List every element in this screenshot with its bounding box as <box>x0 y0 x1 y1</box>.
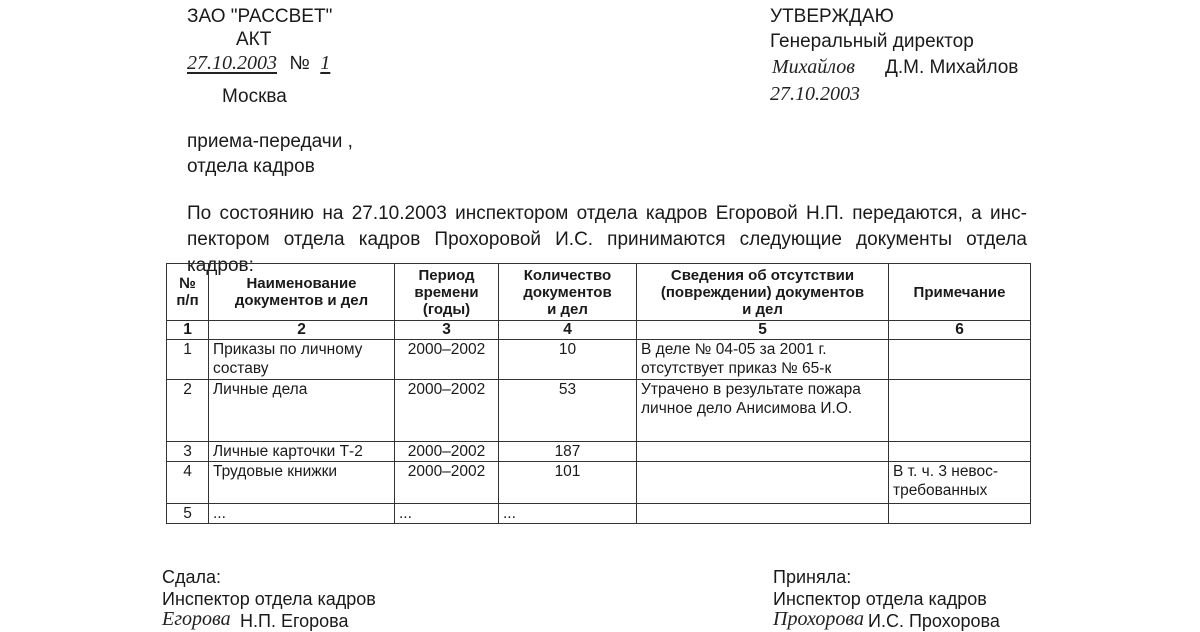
subject-line-2: отдела кадров <box>187 156 315 177</box>
cell-count: ... <box>499 504 637 524</box>
col-header-text: Количество документов и дел <box>523 266 612 318</box>
cell-period: 2000–2002 <box>395 380 499 442</box>
cell-number: 4 <box>167 462 209 504</box>
col-header-text: № п/п <box>176 275 199 309</box>
col-header-note <box>889 264 1031 321</box>
intro-line-1: По состоянию на 27.10.2003 инспектором отдела кадров Егоровой Н.П. передаются, а инс- <box>187 203 1027 224</box>
cell-period: 2000–2002 <box>395 442 499 462</box>
table-row <box>167 380 1031 442</box>
city: Москва <box>222 86 287 107</box>
cell-name: ... <box>209 504 395 524</box>
col-header-number <box>167 264 209 321</box>
org-name: ЗАО "РАССВЕТ" <box>187 6 333 27</box>
cell-missing-info <box>637 504 889 524</box>
director-position: Генеральный директор <box>770 31 974 52</box>
cell-period: ... <box>395 504 499 524</box>
cell-note <box>889 380 1031 442</box>
approval-date-handwritten: 27.10.2003 <box>770 83 860 105</box>
cell-count: 101 <box>499 462 637 504</box>
column-number-row <box>167 321 1031 340</box>
subject-line-1: приема-передачи , <box>187 131 353 152</box>
accepted-signature: Прохорова <box>773 608 864 630</box>
accepted-position: Инспектор отдела кадров <box>773 589 987 609</box>
col-header-text: Сведения об отсутствии (повреждении) документов и дел <box>660 266 865 318</box>
column-number: 3 <box>395 321 499 340</box>
cell-note <box>889 442 1031 462</box>
cell-number: 1 <box>167 340 209 380</box>
cell-name: Приказы по личному составу <box>209 340 395 380</box>
cell-number: 3 <box>167 442 209 462</box>
column-number: 4 <box>499 321 637 340</box>
column-number: 5 <box>637 321 889 340</box>
table-row <box>167 462 1031 504</box>
cell-name: Личные дела <box>209 380 395 442</box>
cell-missing-info: Утрачено в результате пожара личное дело Анисимова И.О. <box>637 380 889 442</box>
handed-over-position: Инспектор отдела кадров <box>162 589 376 609</box>
cell-note <box>889 340 1031 380</box>
director-signature: Михайлов <box>772 56 855 78</box>
column-number: 1 <box>167 321 209 340</box>
col-header-missing-info <box>637 264 889 321</box>
doc-date-handwritten: 27.10.2003 <box>187 52 277 74</box>
cell-count: 187 <box>499 442 637 462</box>
cell-count: 10 <box>499 340 637 380</box>
documents-table <box>166 263 1031 524</box>
doc-date-number-line <box>187 52 330 75</box>
cell-note <box>889 504 1031 524</box>
cell-missing-info <box>637 462 889 504</box>
accepted-label: Приняла: <box>773 567 852 587</box>
doc-type: АКТ <box>236 29 272 50</box>
approve-heading: УТВЕРЖДАЮ <box>770 6 894 27</box>
col-header-name <box>209 264 395 321</box>
col-header-text: Период времени (годы) <box>414 266 479 318</box>
cell-missing-info <box>637 442 889 462</box>
col-header-period <box>395 264 499 321</box>
director-name: Д.М. Михайлов <box>885 57 1019 78</box>
cell-name: Личные карточки Т-2 <box>209 442 395 462</box>
table-row <box>167 340 1031 380</box>
table-header-row <box>167 264 1031 321</box>
cell-period: 2000–2002 <box>395 462 499 504</box>
table-row <box>167 504 1031 524</box>
cell-name: Трудовые книжки <box>209 462 395 504</box>
column-number: 2 <box>209 321 395 340</box>
doc-number-handwritten: 1 <box>320 52 331 74</box>
col-header-text: Примечание <box>913 283 1006 301</box>
doc-number-prefix: № <box>289 53 310 74</box>
col-header-count <box>499 264 637 321</box>
handed-over-label: Сдала: <box>162 567 222 587</box>
accepted-name: И.С. Прохорова <box>868 611 1000 631</box>
cell-count: 53 <box>499 380 637 442</box>
col-header-text: Наименование документов и дел <box>234 275 369 309</box>
cell-number: 5 <box>167 504 209 524</box>
cell-note: В т. ч. 3 невос-требованных <box>889 462 1031 504</box>
intro-line-2: пектором отдела кадров Прохоровой И.С. принимаются следующие документы отдела кадров: <box>187 229 1027 276</box>
cell-number: 2 <box>167 380 209 442</box>
handed-over-name: Н.П. Егорова <box>240 611 349 631</box>
handed-over-signature: Егорова <box>162 608 231 630</box>
column-number: 6 <box>889 321 1031 340</box>
cell-period: 2000–2002 <box>395 340 499 380</box>
cell-missing-info: В деле № 04-05 за 2001 г. отсутствует приказ № 65-к <box>637 340 889 380</box>
table-row <box>167 442 1031 462</box>
